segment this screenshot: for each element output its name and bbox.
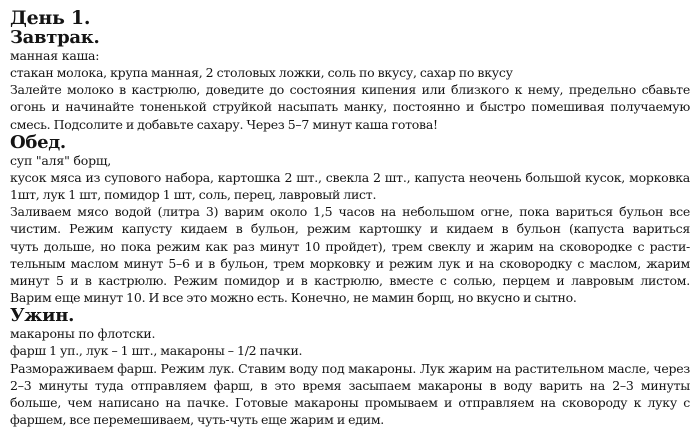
instructions-line: больше, чем написано на пачке. Готовые макароны промываем и отправляем на сковороду к луку с	[10, 395, 690, 411]
dish-name-breakfast: манная каша:	[10, 48, 100, 63]
instructions-line: Заливаем мясо водой (литра 3) варим около 1,5 часов на небольшом огне, пока вариться бульон все	[10, 204, 690, 220]
day-title: День 1.	[10, 7, 91, 29]
ingredients-dinner	[10, 342, 690, 359]
meal-heading-lunch: Обед.	[10, 131, 66, 153]
dish-name-lunch: суп "аля" борщ,	[10, 152, 112, 168]
instructions-line: фаршем, все перемешиваем, чуть-чуть еще жарим и едим.	[10, 412, 385, 428]
instructions-line: смесь. Подсолите и добавьте сахару. Через 5–7 минут каша готова!	[10, 116, 438, 132]
ingredients-line: 1шт, лук 1 шт, помидор 1 шт, соль, перец, лавровый лист.	[10, 187, 377, 203]
meal-lunch	[10, 133, 690, 307]
instructions-line: 2–3 минуты туда отправляем фарш, в это время засыпаем макароны в воду варить на 2–3 минуты	[10, 377, 690, 393]
ingredients-lunch	[10, 169, 690, 203]
instructions-line: Варим еще минут 10. И все это можно есть. Конечно, не мамин борщ, но вкусно и сытно.	[10, 290, 577, 306]
meal-heading-dinner: Ужин.	[10, 305, 75, 327]
instructions-lunch	[10, 203, 690, 306]
instructions-line: чуть дольше, но пока режим как раз минут 10 пройдет), трем свеклу и жарим на сковородке с расти-	[10, 238, 690, 254]
instructions-line: Размораживаем фарш. Режим лук. Ставим воду под макароны. Лук жарим на растительном масле, через	[10, 360, 690, 376]
instructions-line: чистим. Режим капусту кидаем в бульон, режим картошку и кидаем в бульон (капуста вариться	[10, 221, 690, 237]
meal-breakfast	[10, 28, 690, 133]
ingredients-breakfast	[10, 64, 690, 81]
instructions-dinner	[10, 360, 690, 429]
dish-name-dinner: макароны по флотски.	[10, 326, 156, 342]
ingredients-line: фарш 1 уп., лук – 1 шт., макароны – 1/2 пачки.	[10, 343, 303, 359]
recipe-document	[10, 8, 690, 428]
ingredients-line: стакан молока, крупа манная, 2 столовых ложки, соль по вкусу, сахар по вкусу	[10, 65, 513, 80]
instructions-breakfast	[10, 81, 690, 133]
instructions-line: тельным маслом минут 5–6 и в бульон, трем морковку и режим лук и на сковородку с маслом, жарим	[10, 255, 690, 271]
instructions-line: Залейте молоко в кастрюлю, доведите до состояния кипения или близкого к нему, предельно сбавьте	[10, 82, 690, 98]
instructions-line: минут 5 и в кастрюлю. Режим помидор и в кастрюлю, вместе с солью, перцем и лавровым листом.	[10, 273, 690, 289]
ingredients-line: кусок мяса из супового набора, картошка 2 шт., свекла 2 шт., капуста неочень большой кусок, морковка	[10, 169, 690, 185]
meal-dinner	[10, 306, 690, 428]
meal-heading-breakfast: Завтрак.	[10, 27, 100, 48]
instructions-line: огонь и начинайте тоненькой струйкой насыпать манку, постоянно и быстро помешивая получаемую	[10, 99, 690, 115]
